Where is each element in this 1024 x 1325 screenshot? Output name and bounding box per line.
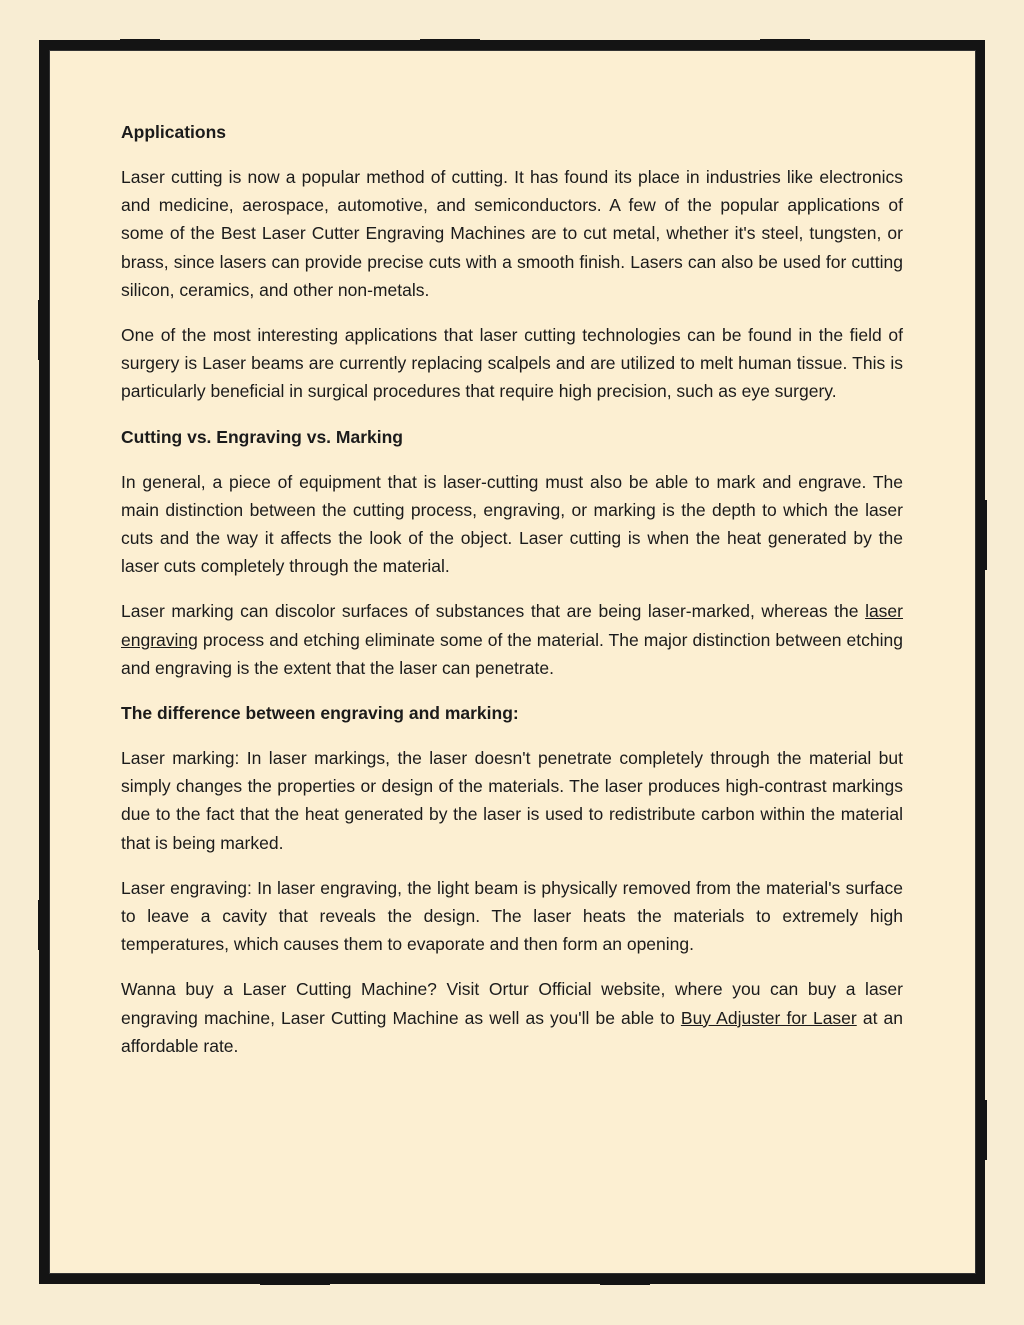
paragraph-laser-engraving: Laser engraving: In laser engraving, the light beam is physically removed from the material's surface to leave a cavity that reveals the design. The laser heats the materials to extremely high temperatures, which causes them to evaporate and then form an opening.: [121, 877, 903, 955]
paragraph-applications-2: One of the most interesting applications that laser cutting technologies can be found in the field of surgery is Laser beams are currently replacing scalpels and are utilized to melt human tissue. This is particularly beneficial in surgical procedures that require high precision, such as eye surgery.: [121, 325, 903, 402]
paragraph-buy-after: at an affordable rate.: [121, 1007, 903, 1056]
buy-adjuster-link[interactable]: Buy Adjuster for Laser: [680, 1007, 857, 1028]
paragraph-cutting-2: [121, 597, 903, 682]
document-body: [121, 118, 903, 1077]
heading-cutting-vs-engraving: Cutting vs. Engraving vs. Marking: [121, 426, 403, 447]
paragraph-applications-1: Laser cutting is now a popular method of cutting. It has found its place in industries like electronics and medicine, aerospace, automotive, and semiconductors. A few of the popular applications of some of the Best Laser Cutter Engraving Machines are to cut metal, whether it's steel, tungsten, or brass, since lasers can provide precise cuts with a smooth finish. Lasers can also be used for cutting silicon, ceramics, and other non-metals.: [121, 167, 903, 300]
paragraph-cutting-1: In general, a piece of equipment that is laser-cutting must also be able to mark and engrave. The main distinction between the cutting process, engraving, or marking is the depth to which the laser cuts and the way it affects the look of the object. Laser cutting is when the heat generated by the laser cuts completely through the material.: [121, 471, 903, 577]
paragraph-buy: [121, 975, 903, 1060]
paragraph-laser-marking: Laser marking: In laser markings, the laser doesn't penetrate completely through the material but simply changes the properties or design of the materials. The laser produces high-contrast markings due to the fact that the heat generated by the laser is used to redistribute carbon within the material that is being marked.: [121, 748, 903, 853]
paragraph-buy-before: Wanna buy a Laser Cutting Machine? Visit Ortur Official website, where you can buy a laser engraving machine, Laser Cutting Machine as well as you'll be able to: [121, 979, 903, 1028]
laser-engraving-link[interactable]: laser engraving: [121, 601, 903, 650]
heading-difference: The difference between engraving and marking:: [121, 703, 519, 724]
heading-applications: Applications: [121, 122, 227, 142]
paragraph-cutting-2-before: Laser marking can discolor surfaces of substances that are being laser-marked, whereas the: [121, 601, 866, 622]
paragraph-cutting-2-after: process and etching eliminate some of the material. The major distinction between etching and engraving is the extent that the laser can penetrate.: [121, 629, 903, 678]
